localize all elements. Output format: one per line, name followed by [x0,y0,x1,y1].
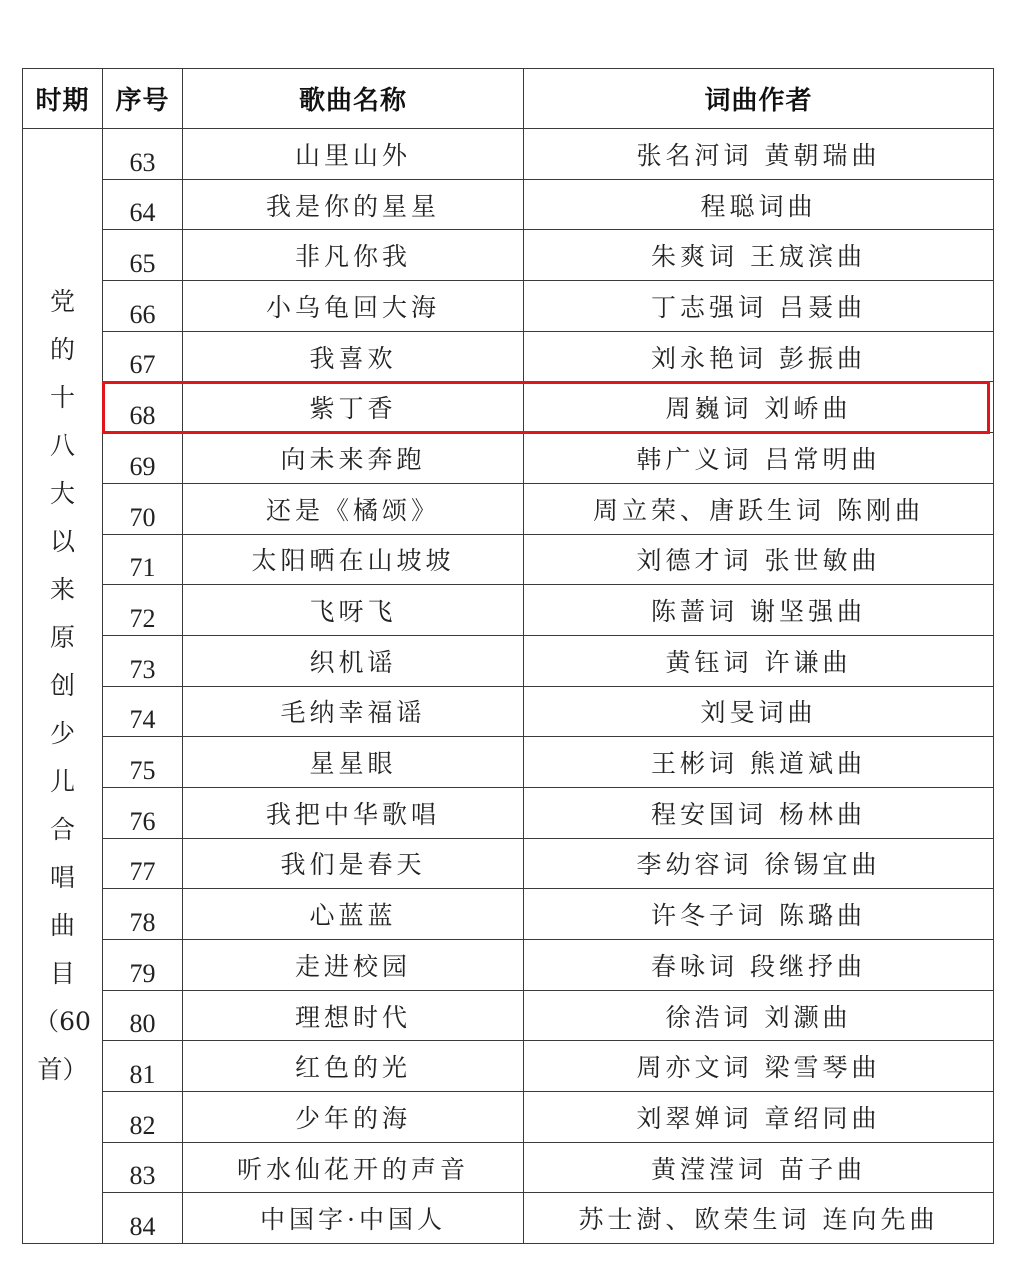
song-title: 紫丁香 [183,382,524,433]
table-row [23,179,994,230]
table-row [23,1041,994,1092]
header-song-title: 歌曲名称 [183,69,524,129]
table-row [23,787,994,838]
row-number: 71 [103,534,183,585]
table-body [23,129,994,1244]
song-title: 非凡你我 [183,230,524,281]
row-number: 63 [103,129,183,180]
table-row [23,686,994,737]
table-row [23,585,994,636]
song-title: 走进校园 [183,940,524,991]
song-authors: 周亦文词 梁雪琴曲 [524,1041,994,1092]
period-cell [23,129,103,1244]
song-authors: 程聪词曲 [524,179,994,230]
song-title: 少年的海 [183,1092,524,1143]
header-number: 序号 [103,69,183,129]
song-title: 我们是春天 [183,838,524,889]
table-row [23,737,994,788]
header-authors: 词曲作者 [524,69,994,129]
song-title: 我把中华歌唱 [183,787,524,838]
table-row [23,635,994,686]
table-row [23,990,994,1041]
song-title: 飞呀飞 [183,585,524,636]
table-row [23,889,994,940]
table-row [23,1193,994,1244]
row-number: 84 [103,1193,183,1244]
song-authors: 黄钰词 许谦曲 [524,635,994,686]
song-table-container [22,68,993,1242]
song-title: 心蓝蓝 [183,889,524,940]
row-number: 66 [103,281,183,332]
table-row [23,281,994,332]
table-row [23,1142,994,1193]
song-title: 向未来奔跑 [183,433,524,484]
table-row [23,940,994,991]
song-title: 理想时代 [183,990,524,1041]
header-row [23,69,994,129]
row-number: 69 [103,433,183,484]
song-authors: 黄滢滢词 苗子曲 [524,1142,994,1193]
song-authors: 丁志强词 吕聂曲 [524,281,994,332]
song-title: 太阳晒在山坡坡 [183,534,524,585]
song-authors: 韩广义词 吕常明曲 [524,433,994,484]
row-number: 67 [103,331,183,382]
song-title: 我喜欢 [183,331,524,382]
row-number: 78 [103,889,183,940]
row-number: 76 [103,787,183,838]
period-label: 党的十八大以来原创少儿合唱曲目 [50,287,76,989]
song-authors: 张名河词 黄朝瑞曲 [524,129,994,180]
table-row [23,129,994,180]
song-authors: 程安国词 杨林曲 [524,787,994,838]
row-number: 80 [103,990,183,1041]
row-number: 75 [103,737,183,788]
period-count-close: 首） [37,1055,88,1085]
table-row [23,382,994,433]
song-authors: 苏士澍、欧荣生词 连向先曲 [524,1193,994,1244]
song-title: 还是《橘颂》 [183,483,524,534]
header-period: 时期 [23,69,103,129]
row-number: 70 [103,483,183,534]
song-authors: 刘德才词 张世敏曲 [524,534,994,585]
song-authors: 周立荣、唐跃生词 陈刚曲 [524,483,994,534]
table-row [23,838,994,889]
song-authors: 刘翠婵词 章绍同曲 [524,1092,994,1143]
song-authors: 刘旻词曲 [524,686,994,737]
row-number: 73 [103,635,183,686]
song-title: 中国字·中国人 [183,1193,524,1244]
table-row [23,331,994,382]
song-authors: 周巍词 刘峤曲 [524,382,994,433]
table-row [23,483,994,534]
song-title: 山里山外 [183,129,524,180]
period-count-open: （60 [34,1007,91,1037]
row-number: 64 [103,179,183,230]
row-number: 72 [103,585,183,636]
row-number: 77 [103,838,183,889]
table-row [23,1092,994,1143]
song-title: 星星眼 [183,737,524,788]
row-number: 81 [103,1041,183,1092]
song-title: 红色的光 [183,1041,524,1092]
song-title: 毛纳幸福谣 [183,686,524,737]
song-authors: 朱爽词 王宬滨曲 [524,230,994,281]
song-title: 织机谣 [183,635,524,686]
row-number: 79 [103,940,183,991]
row-number: 83 [103,1142,183,1193]
song-authors: 王彬词 熊道斌曲 [524,737,994,788]
song-authors: 春咏词 段继抒曲 [524,940,994,991]
row-number: 68 [103,382,183,433]
row-number: 65 [103,230,183,281]
row-number: 82 [103,1092,183,1143]
song-authors: 陈蔷词 谢坚强曲 [524,585,994,636]
table-row [23,433,994,484]
song-authors: 刘永艳词 彭振曲 [524,331,994,382]
table-row [23,534,994,585]
song-authors: 许冬子词 陈璐曲 [524,889,994,940]
song-title: 听水仙花开的声音 [183,1142,524,1193]
row-number: 74 [103,686,183,737]
song-authors: 李幼容词 徐锡宜曲 [524,838,994,889]
song-authors: 徐浩词 刘灏曲 [524,990,994,1041]
song-title: 小乌龟回大海 [183,281,524,332]
table-row [23,230,994,281]
song-title: 我是你的星星 [183,179,524,230]
song-table [22,68,994,1244]
